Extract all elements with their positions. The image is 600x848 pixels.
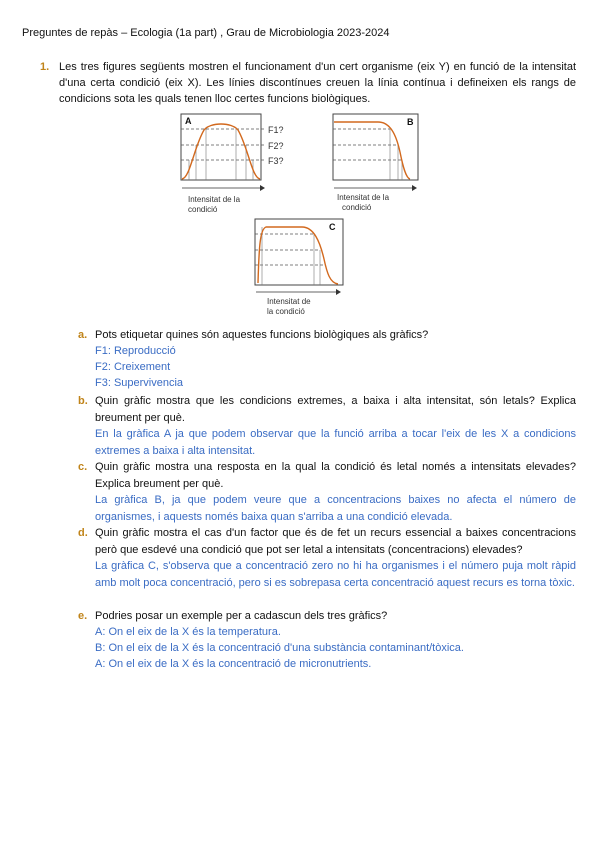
figure-b-label: B: [407, 117, 414, 127]
figure-c-xlabel-1: Intensitat de: [267, 297, 311, 306]
sub-c-answer: La gràfica B, ja que podem veure que a concentracions baixes no afecta el número de organismes, i aquests només baixa quan s'arriba a una condició elevada.: [95, 494, 576, 523]
figure-b: [328, 112, 423, 217]
sub-b-answer: En la gràfica A ja que podem observar que la funció arriba a tocar l'eix de les X a condicions extremes a baixa i alta intensitat.: [95, 428, 576, 457]
question-1-text: Les tres figures següents mostren el funcionament d'un cert organisme (eix Y) en funció de la intensitat d'una certa condició (eix X). Les línies discontínues creuen la línia contínua i defineixen els rangs de condicions sota les quals tenen lloc certes funcions biològiques.: [59, 61, 576, 105]
figure-c: [250, 217, 350, 317]
figure-a-xlabel-1: Intensitat de la: [188, 195, 241, 204]
question-1-number: 1.: [40, 61, 50, 73]
sub-e-letter: e.: [78, 610, 88, 622]
sub-e-answer-2: B: On el eix de la X és la concentració d'una substància contaminant/tòxica.: [95, 642, 464, 654]
sub-e-answer-1: A: On el eix de la X és la temperatura.: [95, 626, 281, 638]
figure-b-xlabel-2: condició: [342, 203, 372, 212]
figure-a-xlabel-2: condició: [188, 205, 218, 214]
sub-a-answer-1: F1: Reproducció: [95, 345, 176, 357]
figure-c-xlabel-2: la condició: [267, 307, 305, 316]
figure-b-curve: [334, 122, 410, 179]
sub-d-answer: La gràfica C, s'observa que a concentració zero no hi ha organismes i el número puja molt ràpid amb molt poca concentració, pero si es sobrepasa certa concentració aquest recurs es torna tòxic.: [95, 560, 576, 589]
sub-d-letter: d.: [78, 527, 88, 539]
sub-b-question: Quin gràfic mostra que les condicions extremes, a baixa i alta intensitat, són letals? Explica breument per què.: [95, 395, 576, 424]
figure-b-xlabel-1: Intensitat de la: [337, 193, 390, 202]
figure-c-curve: [258, 227, 338, 284]
sub-c-letter: c.: [78, 461, 88, 473]
figure-a: [176, 112, 296, 217]
figure-c-label: C: [329, 222, 336, 232]
figure-a-f3-label: F3?: [268, 156, 284, 166]
document-header: Preguntes de repàs – Ecologia (1a part) , Grau de Microbiologia 2023-2024: [22, 27, 390, 39]
figure-a-f2-label: F2?: [268, 141, 284, 151]
figure-a-label: A: [185, 116, 192, 126]
sub-b-letter: b.: [78, 395, 88, 407]
figure-a-curve: [182, 124, 260, 179]
sub-c-question: Quin gràfic mostra una resposta en la qual la condició és letal només a intensitats elevades? Explica breument per què.: [95, 461, 576, 490]
sub-a-letter: a.: [78, 329, 88, 341]
sub-a-answer-2: F2: Creixement: [95, 361, 171, 373]
sub-d-question: Quin gràfic mostra el cas d'un factor que és de fet un recurs essencial a baixes concentracions però que esdevé una condició que pot ser letal a intensitats (concentracions) elevades?: [95, 527, 576, 556]
sub-a-question: Pots etiquetar quines són aquestes funcions biològiques als gràfics?: [95, 329, 429, 341]
sub-e-question: Podries posar un exemple per a cadascun dels tres gràfics?: [95, 610, 388, 622]
sub-e-answer-3: A: On el eix de la X és la concentració de micronutrients.: [95, 658, 372, 670]
figure-a-f1-label: F1?: [268, 125, 284, 135]
sub-a-answer-3: F3: Supervivencia: [95, 377, 184, 389]
figure-b-frame: [333, 114, 418, 180]
